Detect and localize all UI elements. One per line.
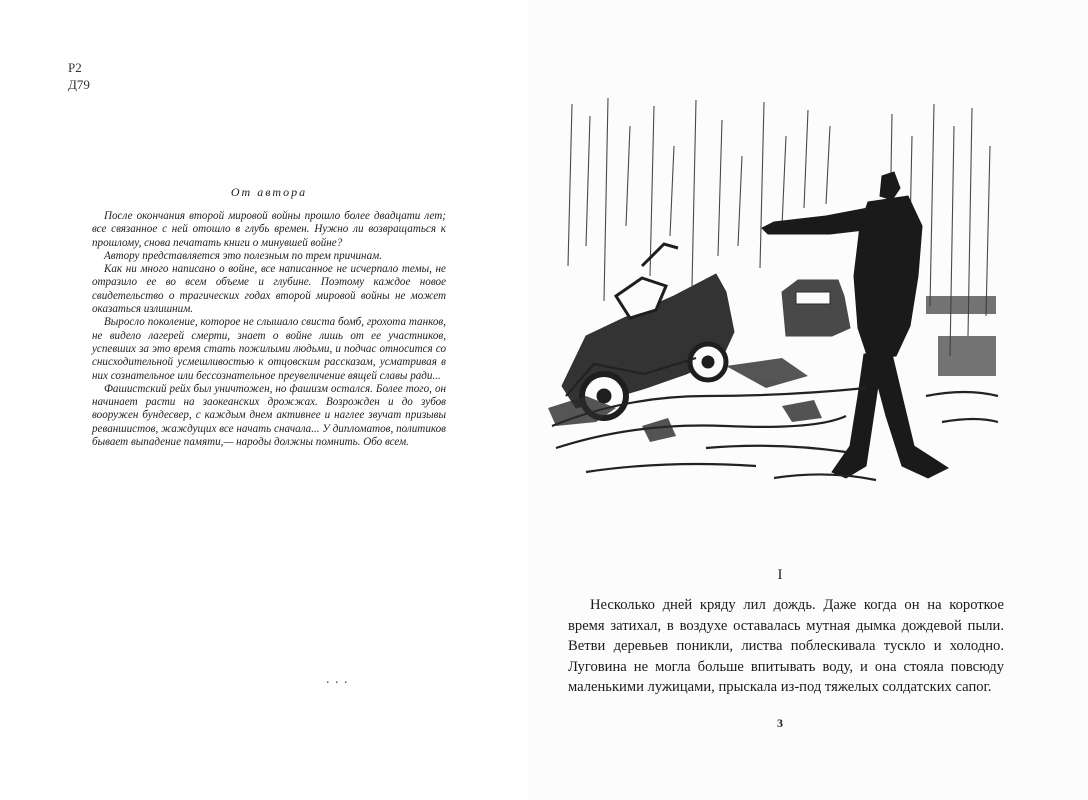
left-page (0, 0, 528, 800)
library-classification-code (68, 59, 90, 93)
foreword-paragraph: Выросло поколение, которое не слышало свиста бомб, грохота танков, не видело лагерей смерти, знает о войне лишь от ее участников, успевших за это время стать пожилыми людьми, и подчас относится со снисходительной усмешливостью к отцовским рассказам, усматривая в них сознательное или бессознательное преувеличение вящей славы ради... (92, 316, 446, 382)
foreword-paragraph: Автору представляется это полезным по трем причинам. (104, 249, 382, 262)
wrecked-truck (562, 244, 734, 418)
foreword-paragraph: Фашистский рейх был уничтожен, но фашизм остался. Более того, он начинает расти на заокеанских дрожжах. Возрожден и до зубов вооружен бундесвер, с каждым днем активнее и наглее звучат призывы реваншистов, жаждущих все начать сначала... У дипломатов, политиков бывает выпадение памяти,— народы должны помнить. Обо всем. (92, 382, 446, 449)
war-illustration (546, 96, 1004, 486)
page-mark: . . . (326, 672, 349, 687)
library-code-line: Д79 (68, 77, 90, 92)
foreword-text (92, 210, 446, 449)
chapter-number: I (777, 567, 783, 583)
library-code-line: Р2 (68, 60, 82, 75)
far-vehicles (926, 296, 996, 376)
body-paragraph: Несколько дней кряду лил дождь. Даже когда он на короткое время затихал, в воздухе оставалась мутная дымка дождевой пыли. Ветви деревьев поникли, листва поблескивала тускло и холодно. Луговина не могла больше впитывать воду, и она стояла повсюду маленькими лужицами, прыскала из-под тяжелых солдатских сапог. (568, 597, 1004, 696)
chapter-body-text (568, 595, 1004, 698)
page-number: 3 (777, 716, 783, 730)
distant-vehicle (782, 280, 850, 336)
foreword-paragraph: Как ни много написано о войне, все написанное не исчерпало темы, не отразило ее во всем объеме и глубине. Поэтому каждое новое свидетельство о трагических годах второй мировой войны не может оказаться излишним. (92, 263, 446, 316)
foreword-paragraph: После окончания второй мировой войны прошло более двадцати лет; все связанное с ней отошло в глубь времен. Нужно ли возвращаться к прошлому, снова печатать книги о минувшей войне? (92, 210, 446, 249)
foreword-title: От автора (230, 185, 308, 199)
